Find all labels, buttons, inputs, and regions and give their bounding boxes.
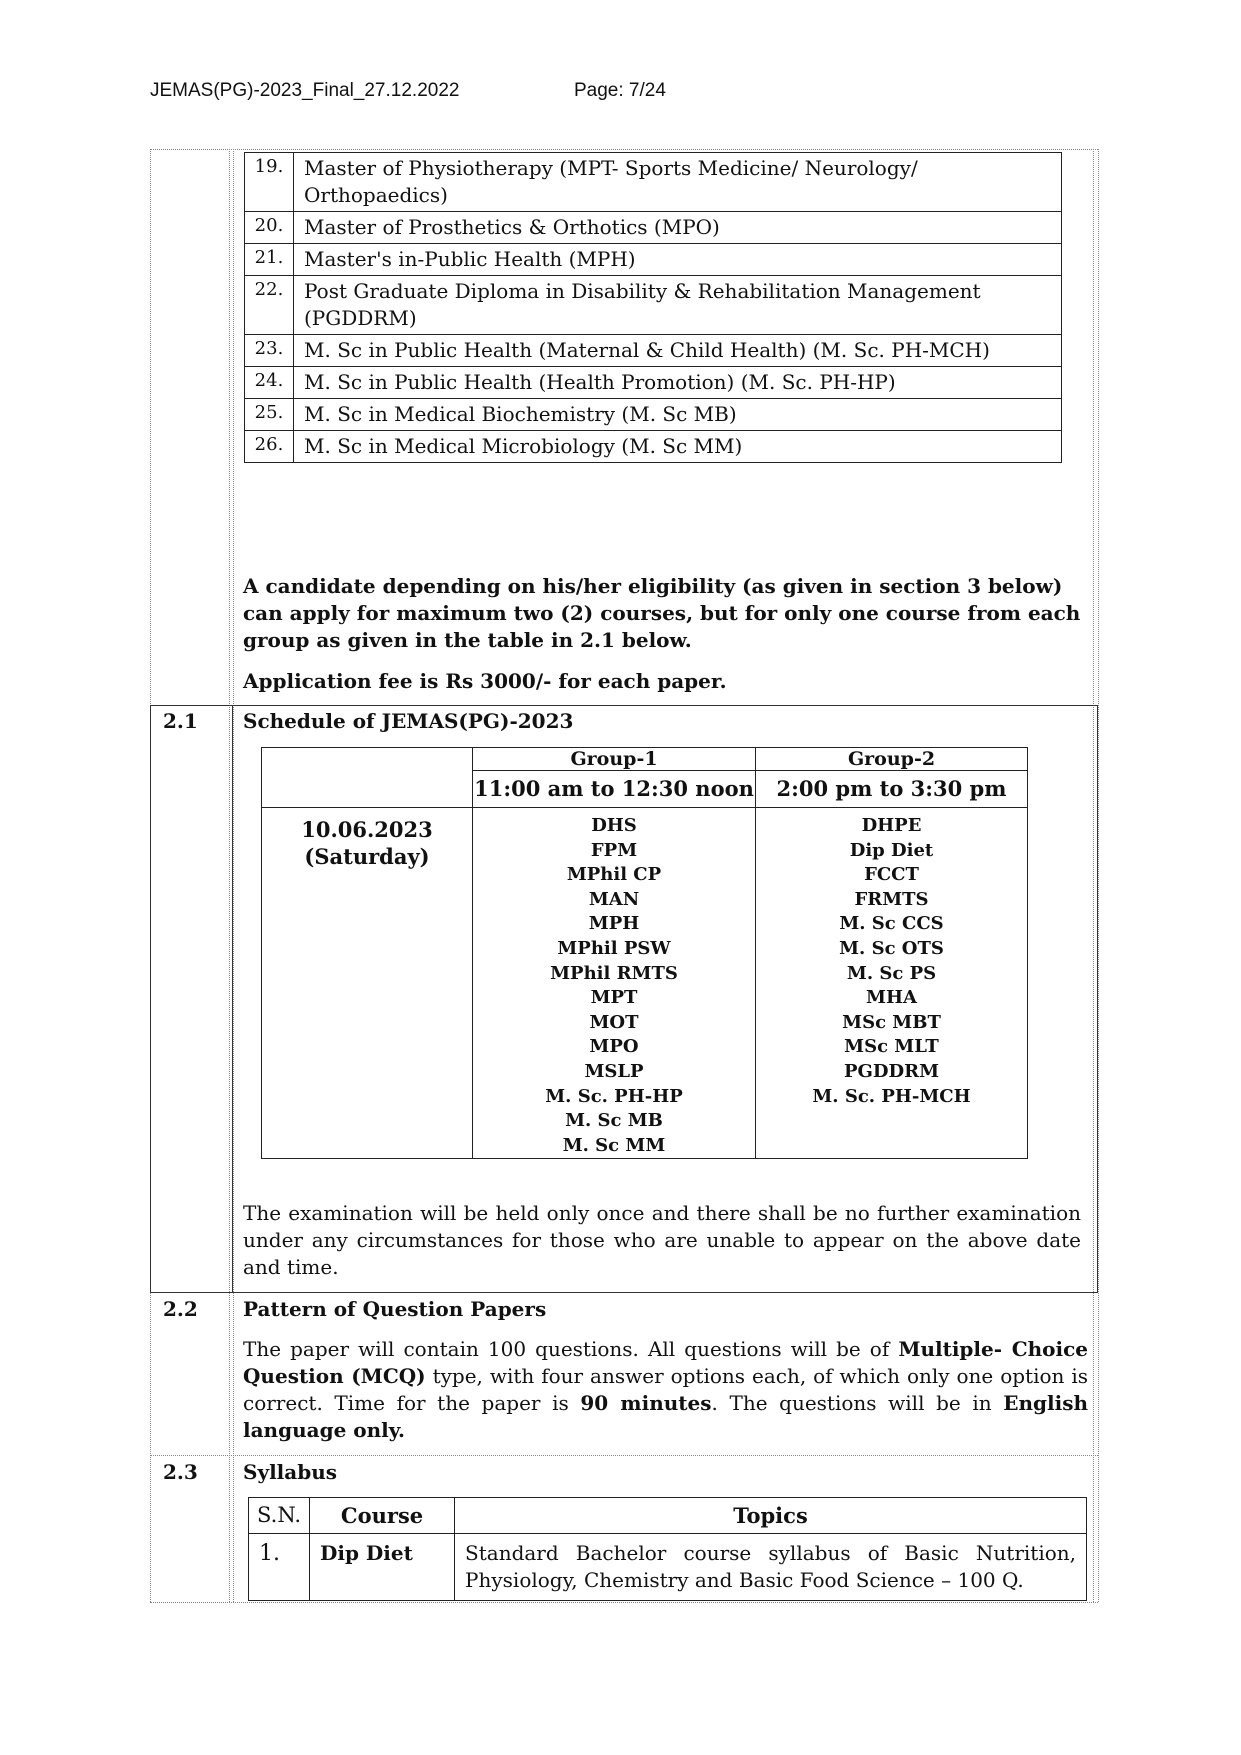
list-item: M. Sc MB bbox=[565, 1110, 663, 1132]
list-item: M. Sc CCS bbox=[839, 913, 944, 935]
course-name: M. Sc in Medical Microbiology (M. Sc MM) bbox=[294, 431, 1062, 463]
course-name: M. Sc in Public Health (Health Promotion) (M. Sc. PH-HP) bbox=[294, 367, 1062, 399]
document-id: JEMAS(PG)-2023_Final_27.12.2022 bbox=[150, 80, 460, 101]
syllabus-topics: Standard Bachelor course syllabus of Basic Nutrition, Physiology, Chemistry and Basic Food Science – 100 Q. bbox=[455, 1534, 1087, 1601]
list-item: MOT bbox=[589, 1011, 639, 1033]
duration-label: 90 minutes bbox=[580, 1391, 712, 1415]
list-item: MAN bbox=[588, 888, 640, 910]
pattern-text-1: The paper will contain 100 questions. All questions will be of bbox=[243, 1337, 899, 1361]
course-number: 19. bbox=[245, 153, 294, 212]
section-2-3-title: Syllabus bbox=[243, 1460, 338, 1484]
syllabus-header-sn: S.N. bbox=[249, 1498, 310, 1534]
page-number: Page: 7/24 bbox=[574, 80, 666, 101]
question-pattern-text bbox=[243, 1336, 1088, 1444]
course-name: M. Sc in Public Health (Maternal & Child Health) (M. Sc. PH-MCH) bbox=[294, 335, 1062, 367]
section-2-1-number: 2.1 bbox=[163, 709, 198, 733]
course-number: 24. bbox=[245, 367, 294, 399]
syllabus-table bbox=[248, 1497, 1087, 1601]
syllabus-course: Dip Diet bbox=[310, 1534, 455, 1601]
language-label: English language only. bbox=[243, 1391, 1089, 1442]
course-number: 26. bbox=[245, 431, 294, 463]
list-item: MPhil PSW bbox=[557, 937, 671, 959]
list-item: MPH bbox=[588, 913, 640, 935]
syllabus-header-course: Course bbox=[310, 1498, 455, 1534]
list-item: FPM bbox=[590, 839, 638, 861]
list-item: M. Sc OTS bbox=[839, 937, 944, 959]
list-item: MPhil CP bbox=[566, 864, 662, 886]
course-number: 23. bbox=[245, 335, 294, 367]
course-name: M. Sc in Medical Biochemistry (M. Sc MB) bbox=[294, 399, 1062, 431]
table-row bbox=[245, 276, 1062, 335]
group-1-courses bbox=[473, 808, 756, 1159]
course-number: 20. bbox=[245, 212, 294, 244]
list-item: M. Sc. PH-HP bbox=[545, 1085, 683, 1107]
list-item: MPhil RMTS bbox=[550, 962, 678, 984]
list-item: PGDDRM bbox=[843, 1060, 939, 1082]
list-item: MPT bbox=[590, 987, 638, 1009]
pattern-text-2: type, with four answer options each, of which only one option is correct. Time for the paper is bbox=[243, 1364, 1089, 1415]
table-row bbox=[245, 212, 1062, 244]
group-1-time: 11:00 am to 12:30 noon bbox=[473, 771, 756, 808]
course-name: Master of Prosthetics & Orthotics (MPO) bbox=[294, 212, 1062, 244]
table-row bbox=[245, 367, 1062, 399]
table-row bbox=[245, 399, 1062, 431]
list-item: MSc MLT bbox=[844, 1036, 939, 1058]
section-2-1-title: Schedule of JEMAS(PG)-2023 bbox=[243, 709, 574, 733]
course-name: Master's in-Public Health (MPH) bbox=[294, 244, 1062, 276]
course-name: Master of Physiotherapy (MPT- Sports Medicine/ Neurology/ Orthopaedics) bbox=[294, 153, 1062, 212]
group-1-header: Group-1 bbox=[473, 748, 756, 771]
table-row bbox=[249, 1534, 1087, 1601]
syllabus-sn: 1. bbox=[249, 1534, 310, 1601]
list-item: MHA bbox=[866, 987, 917, 1009]
group-2-header: Group-2 bbox=[756, 748, 1028, 771]
table-row bbox=[245, 335, 1062, 367]
list-item: FRMTS bbox=[854, 888, 929, 910]
table-row bbox=[245, 244, 1062, 276]
list-item: M. Sc MM bbox=[562, 1134, 666, 1156]
list-item: FCCT bbox=[864, 864, 919, 886]
list-item: MSc MBT bbox=[842, 1011, 941, 1033]
syllabus-header-topics: Topics bbox=[455, 1498, 1087, 1534]
section-2-3-number: 2.3 bbox=[163, 1460, 198, 1484]
list-item: MSLP bbox=[584, 1060, 644, 1082]
pattern-text-3: . The questions will be in bbox=[711, 1391, 1004, 1415]
course-list-table bbox=[244, 152, 1062, 463]
course-name: Post Graduate Diploma in Disability & Rehabilitation Management (PGDDRM) bbox=[294, 276, 1062, 335]
list-item: M. Sc. PH-MCH bbox=[812, 1085, 971, 1107]
course-number: 22. bbox=[245, 276, 294, 335]
list-item: M. Sc PS bbox=[846, 962, 937, 984]
section-2-2-title: Pattern of Question Papers bbox=[243, 1297, 547, 1321]
group-2-time: 2:00 pm to 3:30 pm bbox=[756, 771, 1028, 808]
eligibility-note: A candidate depending on his/her eligibility (as given in section 3 below) can apply for maximum two (2) courses, but for only one course from each group as given in the table in 2.1 below. bbox=[243, 574, 1081, 652]
table-row bbox=[245, 153, 1062, 212]
exam-date: 10.06.2023 bbox=[301, 817, 433, 842]
list-item: DHS bbox=[591, 815, 637, 836]
list-item: MPO bbox=[589, 1036, 639, 1058]
fee-note: Application fee is Rs 3000/- for each paper. bbox=[243, 669, 727, 693]
exam-schedule-table bbox=[261, 747, 1028, 1159]
course-number: 21. bbox=[245, 244, 294, 276]
exam-once-note: The examination will be held only once and there shall be no further examination under any circumstances for those who are unable to appear on the above date and time. bbox=[243, 1201, 1081, 1279]
group-2-courses bbox=[756, 808, 1028, 1159]
course-number: 25. bbox=[245, 399, 294, 431]
list-item: Dip Diet bbox=[849, 839, 934, 861]
list-item: DHPE bbox=[861, 815, 922, 836]
exam-day: (Saturday) bbox=[304, 844, 430, 869]
section-2-2-number: 2.2 bbox=[163, 1297, 198, 1321]
mcq-label: Multiple- Choice Question (MCQ) bbox=[243, 1337, 1089, 1388]
table-row bbox=[245, 431, 1062, 463]
